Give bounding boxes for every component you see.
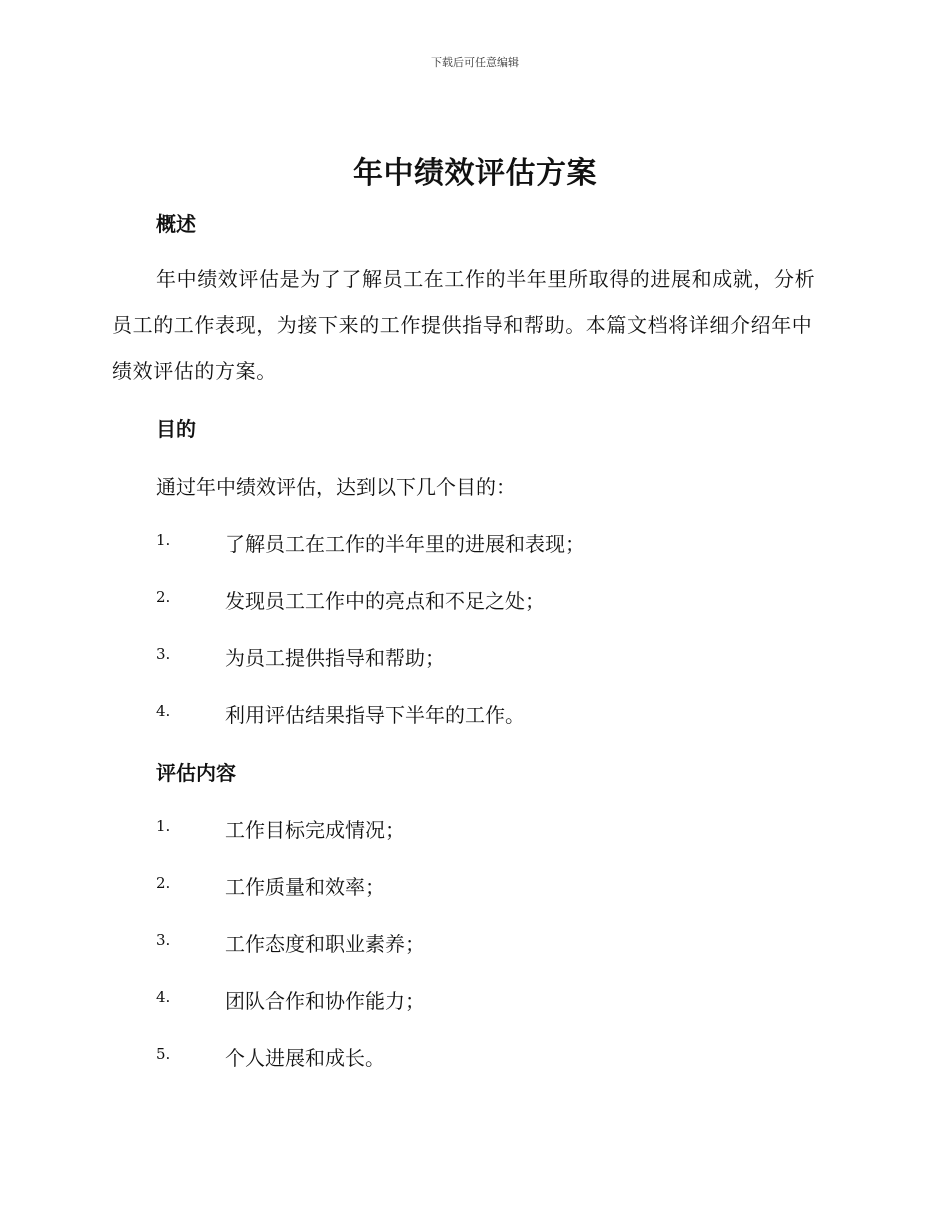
section-heading-purpose: 目的 bbox=[156, 417, 196, 441]
list-text: 工作质量和效率； bbox=[225, 875, 385, 899]
list-number: 1. bbox=[156, 531, 171, 549]
list-text: 工作态度和职业素养； bbox=[225, 932, 425, 956]
list-number: 2. bbox=[156, 588, 171, 606]
list-number: 3. bbox=[156, 645, 171, 663]
list-text: 发现员工工作中的亮点和不足之处； bbox=[225, 589, 545, 613]
content-list-item bbox=[156, 814, 836, 844]
list-text: 工作目标完成情况； bbox=[225, 818, 405, 842]
list-text: 了解员工在工作的半年里的进展和表现； bbox=[225, 532, 585, 556]
list-text: 个人进展和成长。 bbox=[225, 1046, 385, 1070]
list-number: 4. bbox=[156, 988, 171, 1006]
list-text: 利用评估结果指导下半年的工作。 bbox=[225, 703, 525, 727]
header-note: 下载后可任意编辑 bbox=[431, 56, 519, 69]
list-number: 1. bbox=[156, 817, 171, 835]
content-list-item bbox=[156, 928, 836, 958]
list-text: 为员工提供指导和帮助； bbox=[225, 646, 445, 670]
purpose-list-item bbox=[156, 528, 836, 558]
list-number: 5. bbox=[156, 1045, 171, 1063]
list-number: 4. bbox=[156, 702, 171, 720]
purpose-intro: 通过年中绩效评估，达到以下几个目的： bbox=[156, 475, 516, 499]
list-text: 团队合作和协作能力； bbox=[225, 989, 425, 1013]
purpose-list-item bbox=[156, 585, 836, 615]
content-list-item bbox=[156, 1042, 836, 1072]
section-heading-overview: 概述 bbox=[156, 212, 196, 236]
content-list-item bbox=[156, 871, 836, 901]
purpose-list-item bbox=[156, 699, 836, 729]
content-list-item bbox=[156, 985, 836, 1015]
list-number: 2. bbox=[156, 874, 171, 892]
purpose-list-item bbox=[156, 642, 836, 672]
section-heading-content: 评估内容 bbox=[156, 761, 236, 785]
overview-paragraph: 年中绩效评估是为了了解员工在工作的半年里所取得的进展和成就，分析员工的工作表现，为接下来的工作提供指导和帮助。本篇文档将详细介绍年中绩效评估的方案。 bbox=[112, 267, 816, 383]
list-number: 3. bbox=[156, 931, 171, 949]
document-title: 年中绩效评估方案 bbox=[353, 156, 597, 191]
